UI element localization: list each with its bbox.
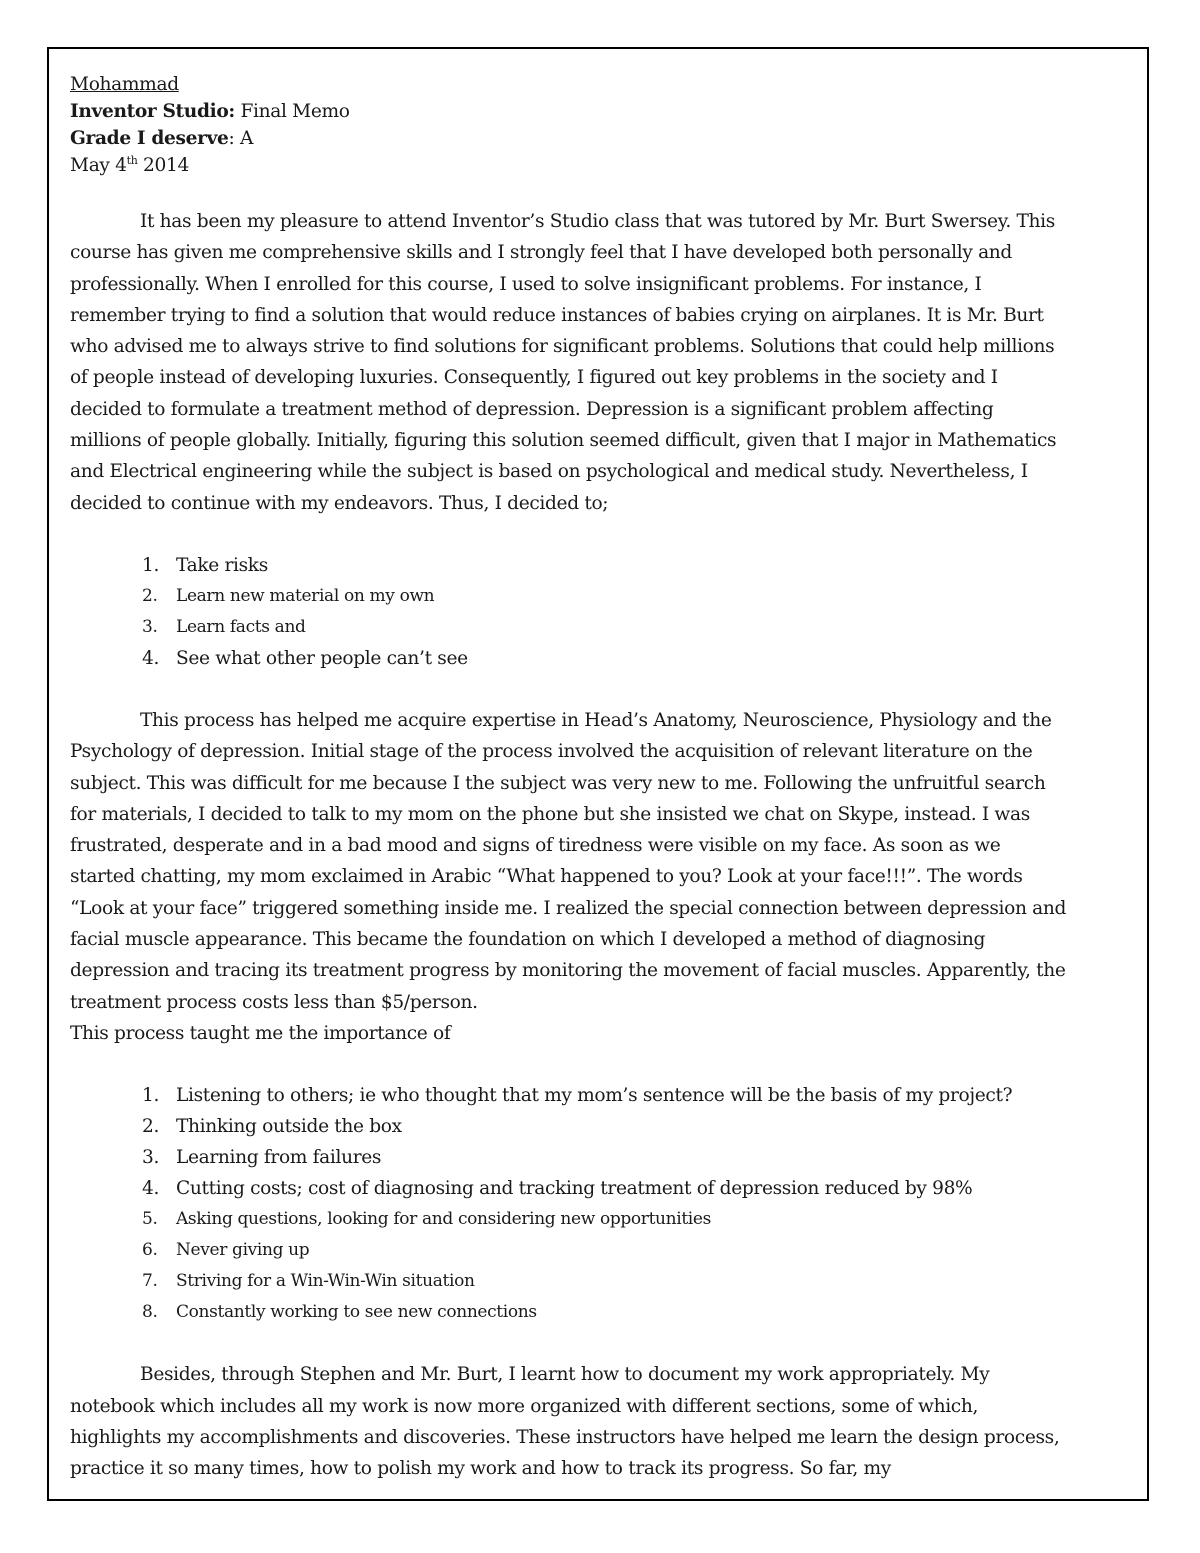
list-item: 2. Learn new material on my own	[142, 585, 435, 606]
list-item: 3. Learning from failures	[142, 1147, 382, 1169]
paragraph-process: This process has helped me acquire expertise in Head’s Anatomy, Neuroscience, Physiology and the Psychology of depression. Initial stage of the process involved the acquisition of relevant literature on the subject. This was difficult for me because I the subject was very new to me. Following the unfruitful search for materials, I decided to talk to my mom on the phone but she insisted we chat on Skype, instead. I was frustrated, desperate and in a bad mood and signs of tiredness were visible on my face. As soon as we started chatting, my mom exclaimed in Arabic “What happened to you? Look at your face!!!”. The words “Look at your face” triggered something inside me. I realized the special connection between depression and facial muscle appearance. This became the foundation on which I developed a method of diagnosing depression and tracing its treatment progress by monitoring the movement of facial muscles. Apparently, the treatment process costs less than $5/person.	[70, 709, 1067, 1013]
list-item: 8. Constantly working to see new connections	[142, 1302, 537, 1323]
list-item: 7. Striving for a Win-Win-Win situation	[142, 1271, 475, 1292]
list-item: 6. Never giving up	[142, 1240, 310, 1261]
list-item: 2. Thinking outside the box	[142, 1116, 402, 1138]
grade-line	[70, 125, 1070, 152]
list-decisions	[70, 550, 1070, 674]
list-item: 5. Asking questions, looking for and considering new opportunities	[142, 1209, 711, 1230]
list-item: 4. Cutting costs; cost of diagnosing and tracking treatment of depression reduced by 98%	[142, 1178, 973, 1200]
list-item: 4. See what other people can’t see	[142, 647, 468, 669]
paragraph-process-tail: This process taught me the importance of	[70, 1022, 451, 1044]
course-label: Inventor Studio:	[70, 101, 235, 122]
list-lessons	[70, 1080, 1070, 1328]
list-item: 3. Learn facts and	[142, 616, 306, 637]
list-item: 1. Take risks	[142, 554, 268, 576]
author-name: Mohammad	[70, 74, 179, 95]
grade-value: : A	[228, 128, 254, 149]
date-line: May 4th 2014	[70, 154, 189, 176]
course-line	[70, 98, 1070, 125]
course-value: Final Memo	[234, 101, 350, 122]
memo-body	[70, 71, 1070, 1484]
list-item: 1. Listening to others; ie who thought that my mom’s sentence will be the basis of my project?	[142, 1085, 1013, 1107]
paragraph-documentation: Besides, through Stephen and Mr. Burt, I learnt how to document my work appropriately. My notebook which includes all my work is now more organized with different sections, some of which, highlights my accomplishments and discoveries. These instructors have helped me learn the design process, practice it so many times, how to polish my work and how to track its progress. So far, my	[70, 1364, 1060, 1480]
grade-label: Grade I deserve	[70, 128, 229, 149]
paragraph-intro: It has been my pleasure to attend Inventor’s Studio class that was tutored by Mr. Burt Swersey. This course has given me comprehensive skills and I strongly feel that I have developed both personally and professionally. When I enrolled for this course, I used to solve insignificant problems. For instance, I remember trying to find a solution that would reduce instances of babies crying on airplanes. It is Mr. Burt who advised me to always strive to find solutions for significant problems. Solutions that could help millions of people instead of developing luxuries. Consequently, I figured out key problems in the society and I decided to formulate a treatment method of depression. Depression is a significant problem affecting millions of people globally. Initially, figuring this solution seemed difficult, given that I major in Mathematics and Electrical engineering while the subject is based on psychological and medical study. Nevertheless, I decided to continue with my endeavors. Thus, I decided to;	[70, 211, 1057, 514]
